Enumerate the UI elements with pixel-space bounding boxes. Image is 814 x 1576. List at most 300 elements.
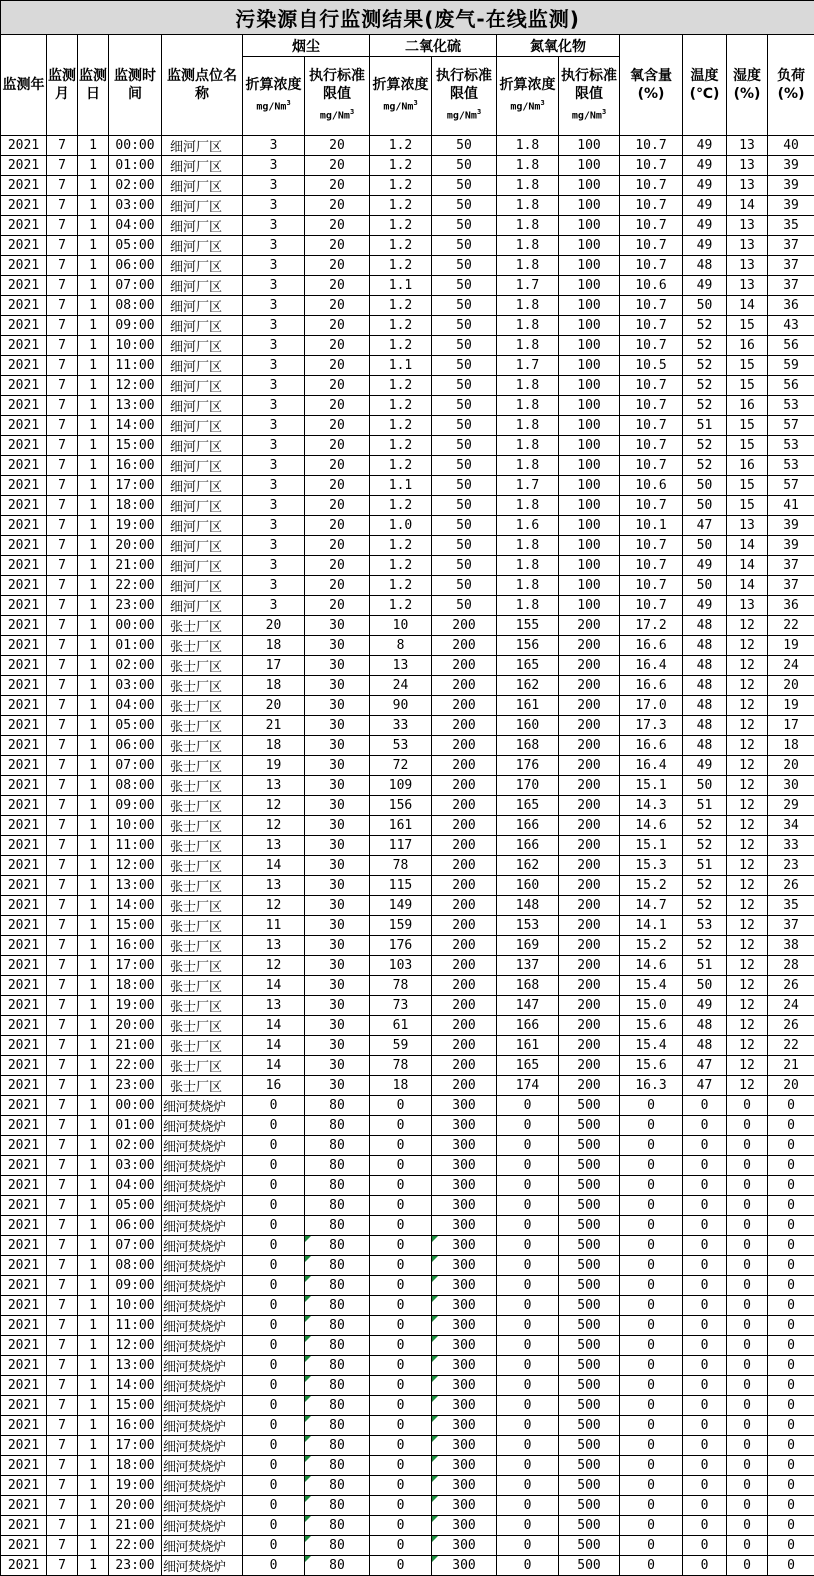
cell-humidity: 14 <box>727 196 768 216</box>
cell-dust-calc: 14 <box>243 856 305 876</box>
cell-month: 7 <box>47 516 78 536</box>
cell-temperature: 0 <box>683 1356 727 1376</box>
table-row <box>1 316 814 336</box>
cell-temperature: 52 <box>683 816 727 836</box>
cell-dust-calc: 3 <box>243 136 305 156</box>
cell-nox-limit: 100 <box>559 536 620 556</box>
cell-day: 1 <box>78 1316 109 1336</box>
cell-load: 29 <box>768 796 814 816</box>
table-row <box>1 1416 814 1436</box>
cell-temperature: 49 <box>683 596 727 616</box>
cell-day: 1 <box>78 536 109 556</box>
cell-nox-calc: 166 <box>497 1016 559 1036</box>
cell-humidity: 0 <box>727 1096 768 1116</box>
cell-temperature: 52 <box>683 436 727 456</box>
cell-so2-limit: 300 <box>432 1136 497 1156</box>
cell-dust-limit: 20 <box>305 516 370 536</box>
cell-month: 7 <box>47 1076 78 1096</box>
cell-day: 1 <box>78 596 109 616</box>
cell-month: 7 <box>47 1436 78 1456</box>
cell-time: 21:00 <box>109 556 162 576</box>
cell-dust-calc: 18 <box>243 636 305 656</box>
cell-so2-calc: 1.2 <box>370 576 432 596</box>
cell-dust-limit: 80 <box>305 1176 370 1196</box>
cell-oxygen: 0 <box>620 1416 683 1436</box>
cell-nox-calc: 1.8 <box>497 436 559 456</box>
cell-temperature: 52 <box>683 376 727 396</box>
cell-month: 7 <box>47 396 78 416</box>
cell-dust-limit: 20 <box>305 236 370 256</box>
cell-month: 7 <box>47 296 78 316</box>
cell-dust-calc: 0 <box>243 1416 305 1436</box>
cell-month: 7 <box>47 916 78 936</box>
cell-month: 7 <box>47 996 78 1016</box>
cell-dust-calc: 0 <box>243 1156 305 1176</box>
cell-nox-limit: 100 <box>559 356 620 376</box>
cell-dust-limit: 80 <box>305 1236 370 1256</box>
cell-nox-calc: 1.8 <box>497 416 559 436</box>
cell-dust-calc: 12 <box>243 796 305 816</box>
cell-dust-calc: 14 <box>243 1016 305 1036</box>
cell-so2-calc: 1.2 <box>370 176 432 196</box>
cell-temperature: 0 <box>683 1196 727 1216</box>
cell-nox-calc: 1.8 <box>497 336 559 356</box>
cell-nox-calc: 1.8 <box>497 236 559 256</box>
cell-nox-limit: 500 <box>559 1116 620 1136</box>
cell-so2-calc: 0 <box>370 1536 432 1556</box>
cell-load: 0 <box>768 1316 814 1336</box>
cell-so2-calc: 90 <box>370 696 432 716</box>
cell-month: 7 <box>47 856 78 876</box>
cell-month: 7 <box>47 476 78 496</box>
cell-load: 21 <box>768 1056 814 1076</box>
cell-temperature: 49 <box>683 196 727 216</box>
table-row <box>1 1396 814 1416</box>
cell-dust-calc: 0 <box>243 1376 305 1396</box>
cell-humidity: 12 <box>727 636 768 656</box>
cell-load: 26 <box>768 1016 814 1036</box>
cell-month: 7 <box>47 376 78 396</box>
cell-oxygen: 0 <box>620 1376 683 1396</box>
cell-year: 2021 <box>1 456 47 476</box>
cell-temperature: 49 <box>683 176 727 196</box>
table-row <box>1 716 814 736</box>
cell-dust-calc: 3 <box>243 356 305 376</box>
cell-dust-limit: 80 <box>305 1276 370 1296</box>
cell-oxygen: 0 <box>620 1336 683 1356</box>
cell-so2-calc: 0 <box>370 1416 432 1436</box>
cell-time: 22:00 <box>109 1056 162 1076</box>
cell-time: 08:00 <box>109 296 162 316</box>
cell-time: 11:00 <box>109 1316 162 1336</box>
cell-dust-limit: 20 <box>305 296 370 316</box>
cell-year: 2021 <box>1 196 47 216</box>
cell-temperature: 0 <box>683 1496 727 1516</box>
cell-humidity: 12 <box>727 756 768 776</box>
cell-site: 细河厂区 <box>162 556 243 576</box>
header-group-so2: 二氧化硫 <box>370 35 497 57</box>
cell-so2-calc: 0 <box>370 1116 432 1136</box>
cell-dust-calc: 13 <box>243 996 305 1016</box>
cell-day: 1 <box>78 576 109 596</box>
cell-nox-limit: 200 <box>559 716 620 736</box>
cell-humidity: 13 <box>727 516 768 536</box>
table-row <box>1 596 814 616</box>
cell-dust-limit: 20 <box>305 436 370 456</box>
cell-load: 20 <box>768 1076 814 1096</box>
cell-temperature: 0 <box>683 1416 727 1436</box>
header-dust-calc <box>243 57 305 136</box>
cell-humidity: 13 <box>727 136 768 156</box>
cell-dust-calc: 0 <box>243 1196 305 1216</box>
cell-dust-calc: 3 <box>243 496 305 516</box>
cell-dust-calc: 0 <box>243 1556 305 1576</box>
cell-nox-calc: 0 <box>497 1316 559 1336</box>
cell-dust-calc: 0 <box>243 1476 305 1496</box>
cell-temperature: 48 <box>683 256 727 276</box>
cell-so2-calc: 0 <box>370 1176 432 1196</box>
table-row <box>1 336 814 356</box>
cell-year: 2021 <box>1 1476 47 1496</box>
cell-so2-limit: 200 <box>432 916 497 936</box>
cell-so2-calc: 109 <box>370 776 432 796</box>
cell-year: 2021 <box>1 416 47 436</box>
cell-so2-calc: 0 <box>370 1376 432 1396</box>
cell-day: 1 <box>78 796 109 816</box>
cell-year: 2021 <box>1 576 47 596</box>
header-group-nox: 氮氧化物 <box>497 35 620 57</box>
cell-site: 张士厂区 <box>162 1076 243 1096</box>
cell-time: 02:00 <box>109 656 162 676</box>
table-row <box>1 656 814 676</box>
cell-load: 20 <box>768 676 814 696</box>
cell-time: 17:00 <box>109 476 162 496</box>
cell-temperature: 50 <box>683 776 727 796</box>
cell-humidity: 13 <box>727 276 768 296</box>
cell-time: 22:00 <box>109 576 162 596</box>
cell-month: 7 <box>47 636 78 656</box>
cell-humidity: 12 <box>727 696 768 716</box>
cell-load: 41 <box>768 496 814 516</box>
cell-month: 7 <box>47 1136 78 1156</box>
cell-so2-limit: 50 <box>432 476 497 496</box>
table-row <box>1 756 814 776</box>
cell-year: 2021 <box>1 1456 47 1476</box>
cell-temperature: 0 <box>683 1276 727 1296</box>
cell-site: 细河焚烧炉 <box>162 1536 243 1556</box>
cell-so2-calc: 176 <box>370 936 432 956</box>
cell-nox-limit: 500 <box>559 1216 620 1236</box>
cell-year: 2021 <box>1 1336 47 1356</box>
cell-so2-limit: 50 <box>432 496 497 516</box>
cell-humidity: 12 <box>727 996 768 1016</box>
cell-nox-calc: 0 <box>497 1216 559 1236</box>
cell-so2-limit: 200 <box>432 796 497 816</box>
cell-load: 53 <box>768 396 814 416</box>
cell-so2-calc: 0 <box>370 1436 432 1456</box>
cell-time: 04:00 <box>109 1176 162 1196</box>
cell-oxygen: 15.1 <box>620 776 683 796</box>
cell-so2-calc: 1.2 <box>370 536 432 556</box>
cell-dust-calc: 0 <box>243 1456 305 1476</box>
cell-dust-limit: 30 <box>305 976 370 996</box>
cell-site: 张士厂区 <box>162 696 243 716</box>
cell-oxygen: 0 <box>620 1316 683 1336</box>
cell-nox-calc: 1.8 <box>497 216 559 236</box>
cell-so2-calc: 0 <box>370 1396 432 1416</box>
cell-site: 细河厂区 <box>162 156 243 176</box>
cell-humidity: 12 <box>727 836 768 856</box>
cell-load: 43 <box>768 316 814 336</box>
cell-dust-limit: 80 <box>305 1136 370 1156</box>
cell-nox-limit: 100 <box>559 336 620 356</box>
cell-oxygen: 10.7 <box>620 136 683 156</box>
cell-oxygen: 17.0 <box>620 696 683 716</box>
cell-load: 0 <box>768 1356 814 1376</box>
cell-day: 1 <box>78 1236 109 1256</box>
cell-nox-calc: 1.6 <box>497 516 559 536</box>
cell-time: 13:00 <box>109 1356 162 1376</box>
cell-so2-calc: 78 <box>370 856 432 876</box>
cell-year: 2021 <box>1 1536 47 1556</box>
cell-dust-limit: 80 <box>305 1556 370 1576</box>
header-dust-calc-label: 折算浓度 <box>243 76 304 94</box>
cell-year: 2021 <box>1 336 47 356</box>
cell-site: 细河厂区 <box>162 576 243 596</box>
cell-humidity: 0 <box>727 1556 768 1576</box>
cell-site: 细河焚烧炉 <box>162 1276 243 1296</box>
cell-nox-limit: 200 <box>559 976 620 996</box>
cell-day: 1 <box>78 896 109 916</box>
cell-oxygen: 10.7 <box>620 376 683 396</box>
cell-so2-calc: 59 <box>370 1036 432 1056</box>
cell-oxygen: 14.3 <box>620 796 683 816</box>
cell-dust-limit: 20 <box>305 396 370 416</box>
cell-nox-limit: 100 <box>559 436 620 456</box>
cell-humidity: 12 <box>727 936 768 956</box>
cell-so2-calc: 1.2 <box>370 336 432 356</box>
table-row <box>1 676 814 696</box>
cell-dust-calc: 17 <box>243 656 305 676</box>
table-row <box>1 1316 814 1336</box>
cell-month: 7 <box>47 1056 78 1076</box>
cell-month: 7 <box>47 816 78 836</box>
cell-oxygen: 0 <box>620 1176 683 1196</box>
cell-time: 23:00 <box>109 1076 162 1096</box>
table-row <box>1 136 814 156</box>
cell-so2-calc: 33 <box>370 716 432 736</box>
cell-time: 00:00 <box>109 616 162 636</box>
cell-year: 2021 <box>1 1436 47 1456</box>
cell-site: 细河焚烧炉 <box>162 1196 243 1216</box>
cell-year: 2021 <box>1 436 47 456</box>
cell-dust-calc: 0 <box>243 1096 305 1116</box>
cell-site: 细河焚烧炉 <box>162 1096 243 1116</box>
unit-exponent: 3 <box>286 99 290 107</box>
cell-dust-calc: 3 <box>243 376 305 396</box>
cell-nox-calc: 168 <box>497 736 559 756</box>
cell-nox-calc: 165 <box>497 656 559 676</box>
cell-oxygen: 0 <box>620 1096 683 1116</box>
header-load: 负荷(%) <box>768 35 814 136</box>
cell-so2-calc: 117 <box>370 836 432 856</box>
cell-humidity: 12 <box>727 856 768 876</box>
cell-nox-calc: 1.8 <box>497 156 559 176</box>
cell-month: 7 <box>47 196 78 216</box>
cell-nox-calc: 0 <box>497 1276 559 1296</box>
cell-year: 2021 <box>1 1356 47 1376</box>
cell-nox-limit: 500 <box>559 1256 620 1276</box>
cell-dust-calc: 0 <box>243 1176 305 1196</box>
cell-load: 37 <box>768 276 814 296</box>
header-nox-calc <box>497 57 559 136</box>
cell-day: 1 <box>78 636 109 656</box>
cell-time: 07:00 <box>109 756 162 776</box>
cell-dust-calc: 3 <box>243 416 305 436</box>
cell-month: 7 <box>47 236 78 256</box>
cell-dust-calc: 3 <box>243 156 305 176</box>
cell-year: 2021 <box>1 1016 47 1036</box>
cell-oxygen: 0 <box>620 1396 683 1416</box>
cell-load: 37 <box>768 256 814 276</box>
cell-day: 1 <box>78 1456 109 1476</box>
cell-nox-limit: 100 <box>559 576 620 596</box>
cell-month: 7 <box>47 656 78 676</box>
cell-day: 1 <box>78 436 109 456</box>
cell-day: 1 <box>78 556 109 576</box>
cell-year: 2021 <box>1 516 47 536</box>
cell-so2-calc: 156 <box>370 796 432 816</box>
cell-dust-limit: 30 <box>305 616 370 636</box>
table-row <box>1 1256 814 1276</box>
cell-nox-limit: 500 <box>559 1556 620 1576</box>
table-row <box>1 196 814 216</box>
cell-oxygen: 10.6 <box>620 276 683 296</box>
cell-oxygen: 10.7 <box>620 196 683 216</box>
cell-nox-limit: 200 <box>559 796 620 816</box>
header-dust-calc-unit <box>243 94 304 116</box>
cell-dust-limit: 80 <box>305 1476 370 1496</box>
cell-site: 细河厂区 <box>162 356 243 376</box>
cell-temperature: 48 <box>683 656 727 676</box>
cell-day: 1 <box>78 496 109 516</box>
cell-humidity: 0 <box>727 1176 768 1196</box>
cell-so2-limit: 200 <box>432 616 497 636</box>
cell-dust-limit: 30 <box>305 1056 370 1076</box>
cell-temperature: 49 <box>683 996 727 1016</box>
cell-so2-calc: 0 <box>370 1236 432 1256</box>
cell-month: 7 <box>47 1496 78 1516</box>
cell-load: 36 <box>768 596 814 616</box>
table-row <box>1 916 814 936</box>
cell-oxygen: 0 <box>620 1356 683 1376</box>
cell-nox-calc: 0 <box>497 1476 559 1496</box>
cell-so2-limit: 200 <box>432 696 497 716</box>
cell-dust-limit: 80 <box>305 1516 370 1536</box>
cell-so2-limit: 200 <box>432 1076 497 1096</box>
cell-day: 1 <box>78 1516 109 1536</box>
cell-nox-calc: 0 <box>497 1556 559 1576</box>
cell-temperature: 48 <box>683 736 727 756</box>
cell-time: 16:00 <box>109 1416 162 1436</box>
cell-nox-limit: 100 <box>559 476 620 496</box>
cell-site: 细河厂区 <box>162 456 243 476</box>
cell-dust-calc: 3 <box>243 336 305 356</box>
cell-dust-limit: 20 <box>305 216 370 236</box>
table-row <box>1 216 814 236</box>
cell-time: 05:00 <box>109 716 162 736</box>
cell-dust-limit: 20 <box>305 376 370 396</box>
cell-time: 18:00 <box>109 496 162 516</box>
cell-so2-limit: 300 <box>432 1456 497 1476</box>
cell-load: 39 <box>768 176 814 196</box>
cell-humidity: 12 <box>727 776 768 796</box>
cell-load: 53 <box>768 456 814 476</box>
cell-load: 0 <box>768 1496 814 1516</box>
cell-year: 2021 <box>1 256 47 276</box>
cell-time: 09:00 <box>109 1276 162 1296</box>
cell-oxygen: 10.7 <box>620 436 683 456</box>
cell-humidity: 0 <box>727 1316 768 1336</box>
cell-humidity: 15 <box>727 356 768 376</box>
table-row <box>1 1476 814 1496</box>
cell-year: 2021 <box>1 696 47 716</box>
cell-dust-limit: 20 <box>305 336 370 356</box>
cell-nox-limit: 100 <box>559 376 620 396</box>
cell-so2-limit: 50 <box>432 376 497 396</box>
cell-time: 06:00 <box>109 1216 162 1236</box>
cell-day: 1 <box>78 416 109 436</box>
cell-month: 7 <box>47 256 78 276</box>
cell-dust-limit: 20 <box>305 196 370 216</box>
cell-nox-calc: 0 <box>497 1336 559 1356</box>
cell-month: 7 <box>47 616 78 636</box>
cell-year: 2021 <box>1 996 47 1016</box>
cell-dust-limit: 30 <box>305 636 370 656</box>
cell-dust-limit: 80 <box>305 1256 370 1276</box>
cell-site: 张士厂区 <box>162 796 243 816</box>
cell-temperature: 0 <box>683 1536 727 1556</box>
table-row <box>1 1036 814 1056</box>
header-month: 监测月 <box>47 35 78 136</box>
cell-day: 1 <box>78 616 109 636</box>
cell-nox-limit: 200 <box>559 1016 620 1036</box>
cell-dust-calc: 0 <box>243 1116 305 1136</box>
cell-time: 07:00 <box>109 1236 162 1256</box>
table-row <box>1 816 814 836</box>
cell-so2-calc: 0 <box>370 1256 432 1276</box>
cell-time: 14:00 <box>109 1376 162 1396</box>
cell-day: 1 <box>78 1416 109 1436</box>
cell-time: 08:00 <box>109 1256 162 1276</box>
cell-temperature: 52 <box>683 936 727 956</box>
cell-dust-calc: 20 <box>243 696 305 716</box>
cell-temperature: 0 <box>683 1256 727 1276</box>
table-row <box>1 996 814 1016</box>
cell-dust-calc: 0 <box>243 1216 305 1236</box>
cell-day: 1 <box>78 1036 109 1056</box>
cell-load: 39 <box>768 536 814 556</box>
cell-dust-limit: 80 <box>305 1396 370 1416</box>
cell-month: 7 <box>47 1536 78 1556</box>
cell-so2-limit: 50 <box>432 456 497 476</box>
cell-humidity: 12 <box>727 796 768 816</box>
cell-so2-limit: 50 <box>432 336 497 356</box>
cell-month: 7 <box>47 576 78 596</box>
cell-time: 17:00 <box>109 1436 162 1456</box>
cell-humidity: 13 <box>727 176 768 196</box>
cell-day: 1 <box>78 756 109 776</box>
